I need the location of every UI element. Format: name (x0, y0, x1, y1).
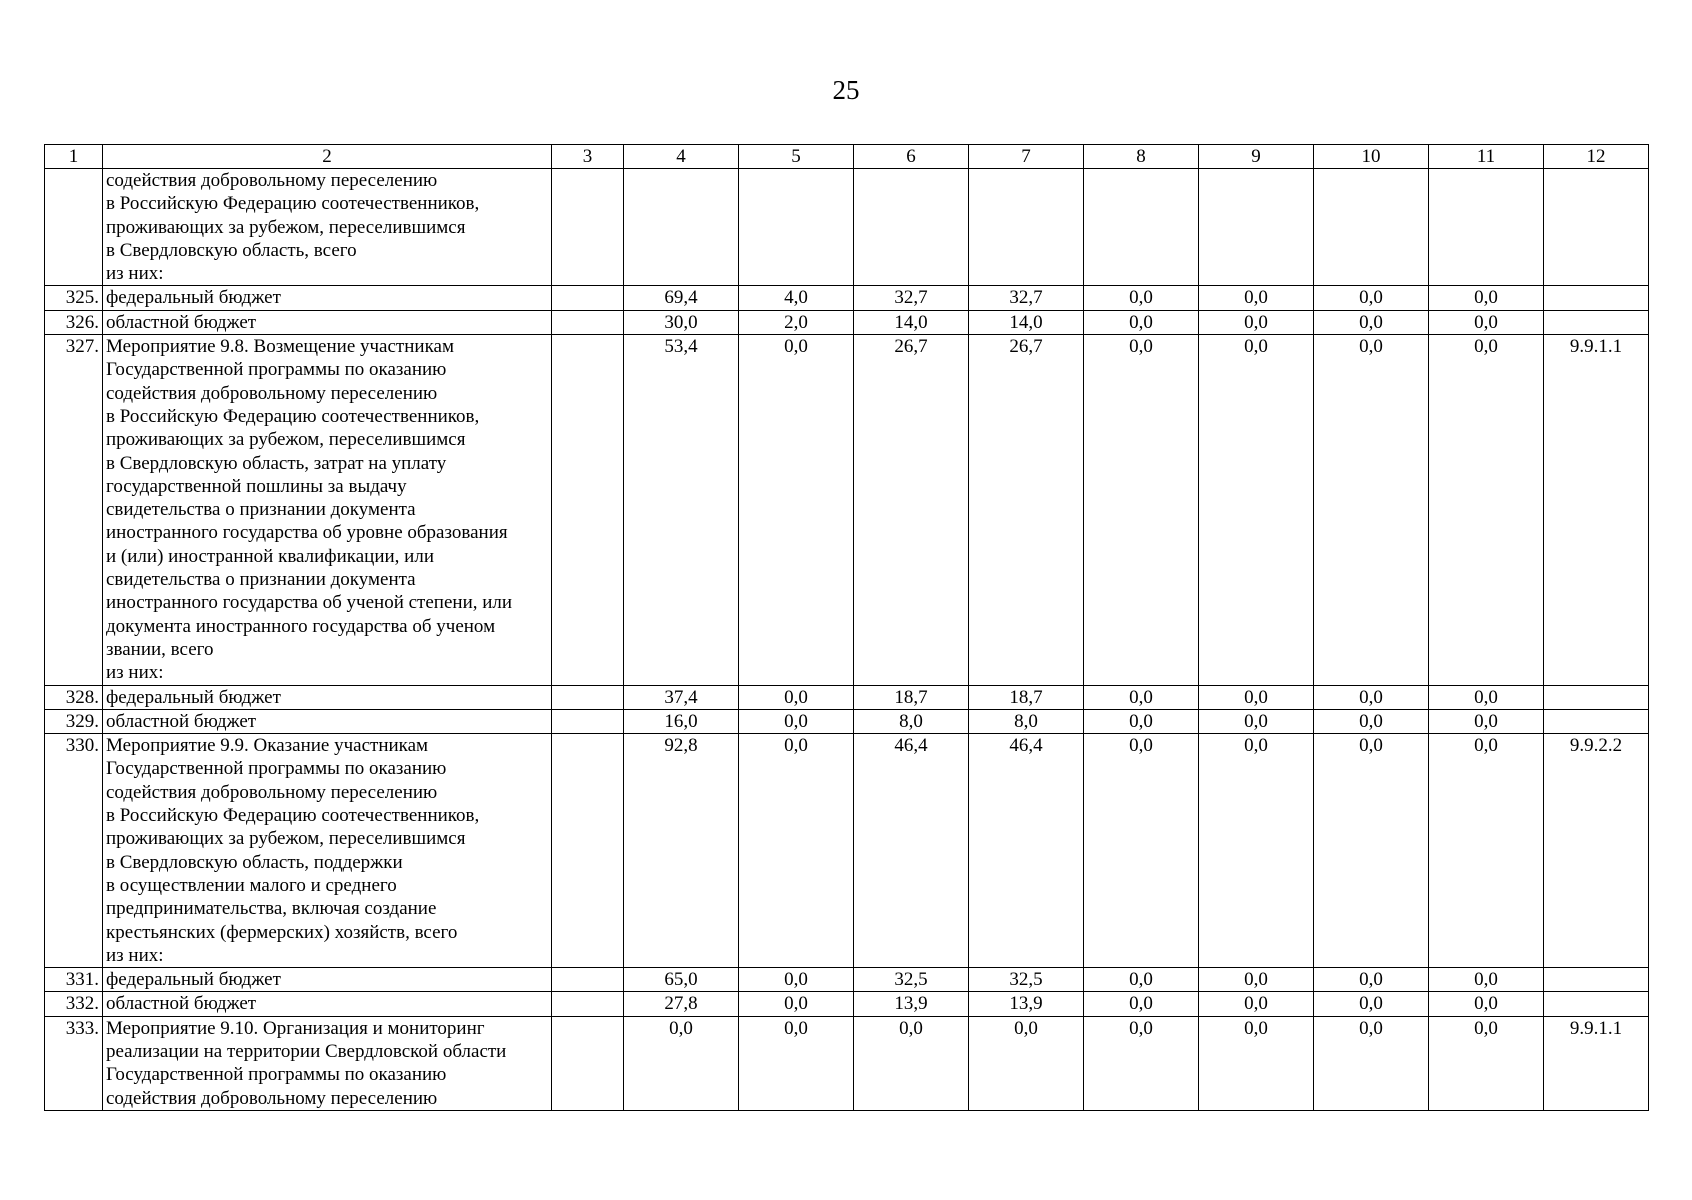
description-line: реализации на территории Свердловской области (106, 1040, 507, 1062)
row-description (103, 685, 552, 709)
row-col3 (552, 734, 624, 968)
value-cell: 16,0 (624, 709, 739, 733)
row-number: 332. (45, 992, 103, 1016)
row-number: 330. (45, 734, 103, 968)
value-cell: 13,9 (969, 992, 1084, 1016)
value-cell: 14,0 (969, 310, 1084, 334)
page-number: 25 (832, 75, 860, 105)
description-line: из них: (106, 662, 164, 684)
value-cell: 0,0 (624, 1016, 739, 1110)
value-cell: 2,0 (739, 310, 854, 334)
table-row (45, 992, 1649, 1016)
value-cell: 0,0 (1429, 992, 1544, 1016)
description-line: документа иностранного государства об ученом (106, 615, 496, 637)
value-cell: 0,0 (739, 968, 854, 992)
value-cell: 18,7 (969, 685, 1084, 709)
value-cell: 0,0 (1429, 286, 1544, 310)
target-code (1544, 992, 1649, 1016)
description-line: федеральный бюджет (106, 969, 281, 991)
row-col3 (552, 685, 624, 709)
value-cell: 0,0 (1084, 992, 1199, 1016)
value-cell: 4,0 (739, 286, 854, 310)
row-number: 327. (45, 335, 103, 685)
value-cell (1314, 169, 1429, 286)
value-cell (854, 169, 969, 286)
value-cell: 26,7 (969, 335, 1084, 685)
description-line: в Свердловскую область, затрат на уплату (106, 452, 447, 474)
value-cell: 53,4 (624, 335, 739, 685)
value-cell: 14,0 (854, 310, 969, 334)
value-cell (969, 169, 1084, 286)
value-cell: 0,0 (1084, 286, 1199, 310)
column-header: 10 (1314, 145, 1429, 169)
value-cell: 0,0 (1084, 685, 1199, 709)
description-line: областной бюджет (106, 311, 257, 333)
column-header: 4 (624, 145, 739, 169)
table-row (45, 335, 1649, 685)
value-cell: 0,0 (1084, 968, 1199, 992)
description-line: федеральный бюджет (106, 287, 281, 309)
description-line: государственной пошлины за выдачу (106, 475, 407, 497)
value-cell: 18,7 (854, 685, 969, 709)
value-cell: 0,0 (1199, 709, 1314, 733)
row-description (103, 1016, 552, 1110)
value-cell: 26,7 (854, 335, 969, 685)
value-cell: 0,0 (1199, 968, 1314, 992)
row-description (103, 709, 552, 733)
row-description (103, 169, 552, 286)
row-description (103, 335, 552, 685)
row-description (103, 310, 552, 334)
row-number: 333. (45, 1016, 103, 1110)
description-line: Мероприятие 9.10. Организация и мониторинг (106, 1017, 485, 1039)
value-cell: 0,0 (1084, 1016, 1199, 1110)
value-cell: 65,0 (624, 968, 739, 992)
column-header: 9 (1199, 145, 1314, 169)
value-cell: 0,0 (854, 1016, 969, 1110)
row-col3 (552, 286, 624, 310)
value-cell: 69,4 (624, 286, 739, 310)
description-line: содействия добровольному переселению (106, 781, 438, 803)
value-cell: 37,4 (624, 685, 739, 709)
description-line: Государственной программы по оказанию (106, 359, 447, 381)
description-line: предпринимательства, включая создание (106, 898, 437, 920)
value-cell: 0,0 (1314, 709, 1429, 733)
description-line: в осуществлении малого и среднего (106, 874, 397, 896)
row-col3 (552, 1016, 624, 1110)
description-line: свидетельства о признании документа (106, 569, 416, 591)
row-number: 328. (45, 685, 103, 709)
description-line: в Российскую Федерацию соотечественников, (106, 805, 480, 827)
value-cell: 0,0 (1429, 709, 1544, 733)
value-cell (1084, 169, 1199, 286)
value-cell: 46,4 (854, 734, 969, 968)
description-line: содействия добровольному переселению (106, 382, 438, 404)
row-description (103, 734, 552, 968)
value-cell: 8,0 (854, 709, 969, 733)
value-cell: 0,0 (1314, 968, 1429, 992)
value-cell: 0,0 (1084, 335, 1199, 685)
value-cell: 32,5 (969, 968, 1084, 992)
value-cell: 0,0 (1084, 709, 1199, 733)
description-line: крестьянских (фермерских) хозяйств, всего (106, 921, 458, 943)
value-cell: 0,0 (739, 734, 854, 968)
row-col3 (552, 335, 624, 685)
description-line: Государственной программы по оказанию (106, 758, 447, 780)
value-cell: 0,0 (1084, 734, 1199, 968)
description-line: проживающих за рубежом, переселившимся (106, 429, 466, 451)
target-code (1544, 709, 1649, 733)
value-cell (1429, 169, 1544, 286)
row-number: 325. (45, 286, 103, 310)
value-cell: 0,0 (739, 335, 854, 685)
description-line: свидетельства о признании документа (106, 499, 416, 521)
value-cell: 32,7 (854, 286, 969, 310)
row-description (103, 968, 552, 992)
value-cell: 0,0 (1084, 310, 1199, 334)
description-line: и (или) иностранной квалификации, или (106, 545, 434, 567)
column-header: 7 (969, 145, 1084, 169)
value-cell: 0,0 (1314, 734, 1429, 968)
description-line: областной бюджет (106, 710, 257, 732)
column-header: 8 (1084, 145, 1199, 169)
row-col3 (552, 709, 624, 733)
row-number: 326. (45, 310, 103, 334)
description-line: Мероприятие 9.8. Возмещение участникам (106, 336, 454, 358)
description-line: иностранного государства об ученой степени, или (106, 592, 513, 614)
value-cell (624, 169, 739, 286)
value-cell: 0,0 (1199, 992, 1314, 1016)
target-code (1544, 169, 1649, 286)
description-line: Государственной программы по оказанию (106, 1064, 447, 1086)
value-cell: 0,0 (1429, 685, 1544, 709)
target-code: 9.9.1.1 (1544, 335, 1649, 685)
value-cell: 0,0 (1199, 335, 1314, 685)
description-line: содействия добровольному переселению (106, 170, 438, 191)
description-line: федеральный бюджет (106, 686, 281, 708)
budget-table (44, 144, 1649, 1111)
table-row (45, 310, 1649, 334)
column-header: 11 (1429, 145, 1544, 169)
description-line: проживающих за рубежом, переселившимся (106, 828, 466, 850)
table-row (45, 1016, 1649, 1110)
description-line: в Российскую Федерацию соотечественников, (106, 193, 480, 215)
column-header: 3 (552, 145, 624, 169)
value-cell: 32,5 (854, 968, 969, 992)
value-cell: 0,0 (1199, 1016, 1314, 1110)
row-col3 (552, 992, 624, 1016)
description-line: содействия добровольному переселению (106, 1087, 438, 1109)
table-row (45, 286, 1649, 310)
target-code (1544, 968, 1649, 992)
value-cell: 0,0 (1429, 968, 1544, 992)
value-cell: 0,0 (739, 709, 854, 733)
column-header: 2 (103, 145, 552, 169)
column-header: 6 (854, 145, 969, 169)
row-number: 329. (45, 709, 103, 733)
target-code: 9.9.1.1 (1544, 1016, 1649, 1110)
row-description (103, 286, 552, 310)
description-line: в Свердловскую область, поддержки (106, 851, 403, 873)
value-cell: 13,9 (854, 992, 969, 1016)
target-code: 9.9.2.2 (1544, 734, 1649, 968)
description-line: областной бюджет (106, 993, 257, 1015)
table-row (45, 968, 1649, 992)
row-description (103, 992, 552, 1016)
description-line: из них: (106, 263, 164, 285)
value-cell (1199, 169, 1314, 286)
value-cell: 0,0 (1199, 685, 1314, 709)
column-header: 5 (739, 145, 854, 169)
value-cell: 0,0 (739, 685, 854, 709)
table-row (45, 734, 1649, 968)
column-header: 1 (45, 145, 103, 169)
value-cell: 32,7 (969, 286, 1084, 310)
table-row (45, 709, 1649, 733)
value-cell: 0,0 (1314, 286, 1429, 310)
row-col3 (552, 968, 624, 992)
value-cell: 92,8 (624, 734, 739, 968)
row-number: 331. (45, 968, 103, 992)
value-cell: 8,0 (969, 709, 1084, 733)
value-cell: 0,0 (1314, 685, 1429, 709)
value-cell (739, 169, 854, 286)
description-line: проживающих за рубежом, переселившимся (106, 216, 466, 238)
table-row (45, 685, 1649, 709)
description-line: в Свердловскую область, всего (106, 239, 357, 261)
value-cell: 0,0 (1429, 1016, 1544, 1110)
row-col3 (552, 169, 624, 286)
description-line: Мероприятие 9.9. Оказание участникам (106, 735, 429, 757)
description-line: иностранного государства об уровне образования (106, 522, 508, 544)
value-cell: 0,0 (1199, 286, 1314, 310)
value-cell: 0,0 (1429, 734, 1544, 968)
description-line: звании, всего (106, 638, 214, 660)
column-header: 12 (1544, 145, 1649, 169)
target-code (1544, 685, 1649, 709)
value-cell: 0,0 (1314, 992, 1429, 1016)
row-number (45, 169, 103, 286)
target-code (1544, 286, 1649, 310)
value-cell: 0,0 (1199, 310, 1314, 334)
value-cell: 0,0 (739, 1016, 854, 1110)
value-cell: 0,0 (969, 1016, 1084, 1110)
table-row (45, 169, 1649, 286)
value-cell: 0,0 (1314, 310, 1429, 334)
value-cell: 30,0 (624, 310, 739, 334)
value-cell: 0,0 (1314, 335, 1429, 685)
value-cell: 0,0 (1314, 1016, 1429, 1110)
value-cell: 0,0 (1429, 310, 1544, 334)
value-cell: 0,0 (1429, 335, 1544, 685)
row-col3 (552, 310, 624, 334)
value-cell: 46,4 (969, 734, 1084, 968)
value-cell: 27,8 (624, 992, 739, 1016)
description-line: из них: (106, 944, 164, 966)
table-header-row (45, 145, 1649, 169)
target-code (1544, 310, 1649, 334)
description-line: в Российскую Федерацию соотечественников, (106, 405, 480, 427)
value-cell: 0,0 (1199, 734, 1314, 968)
value-cell: 0,0 (739, 992, 854, 1016)
